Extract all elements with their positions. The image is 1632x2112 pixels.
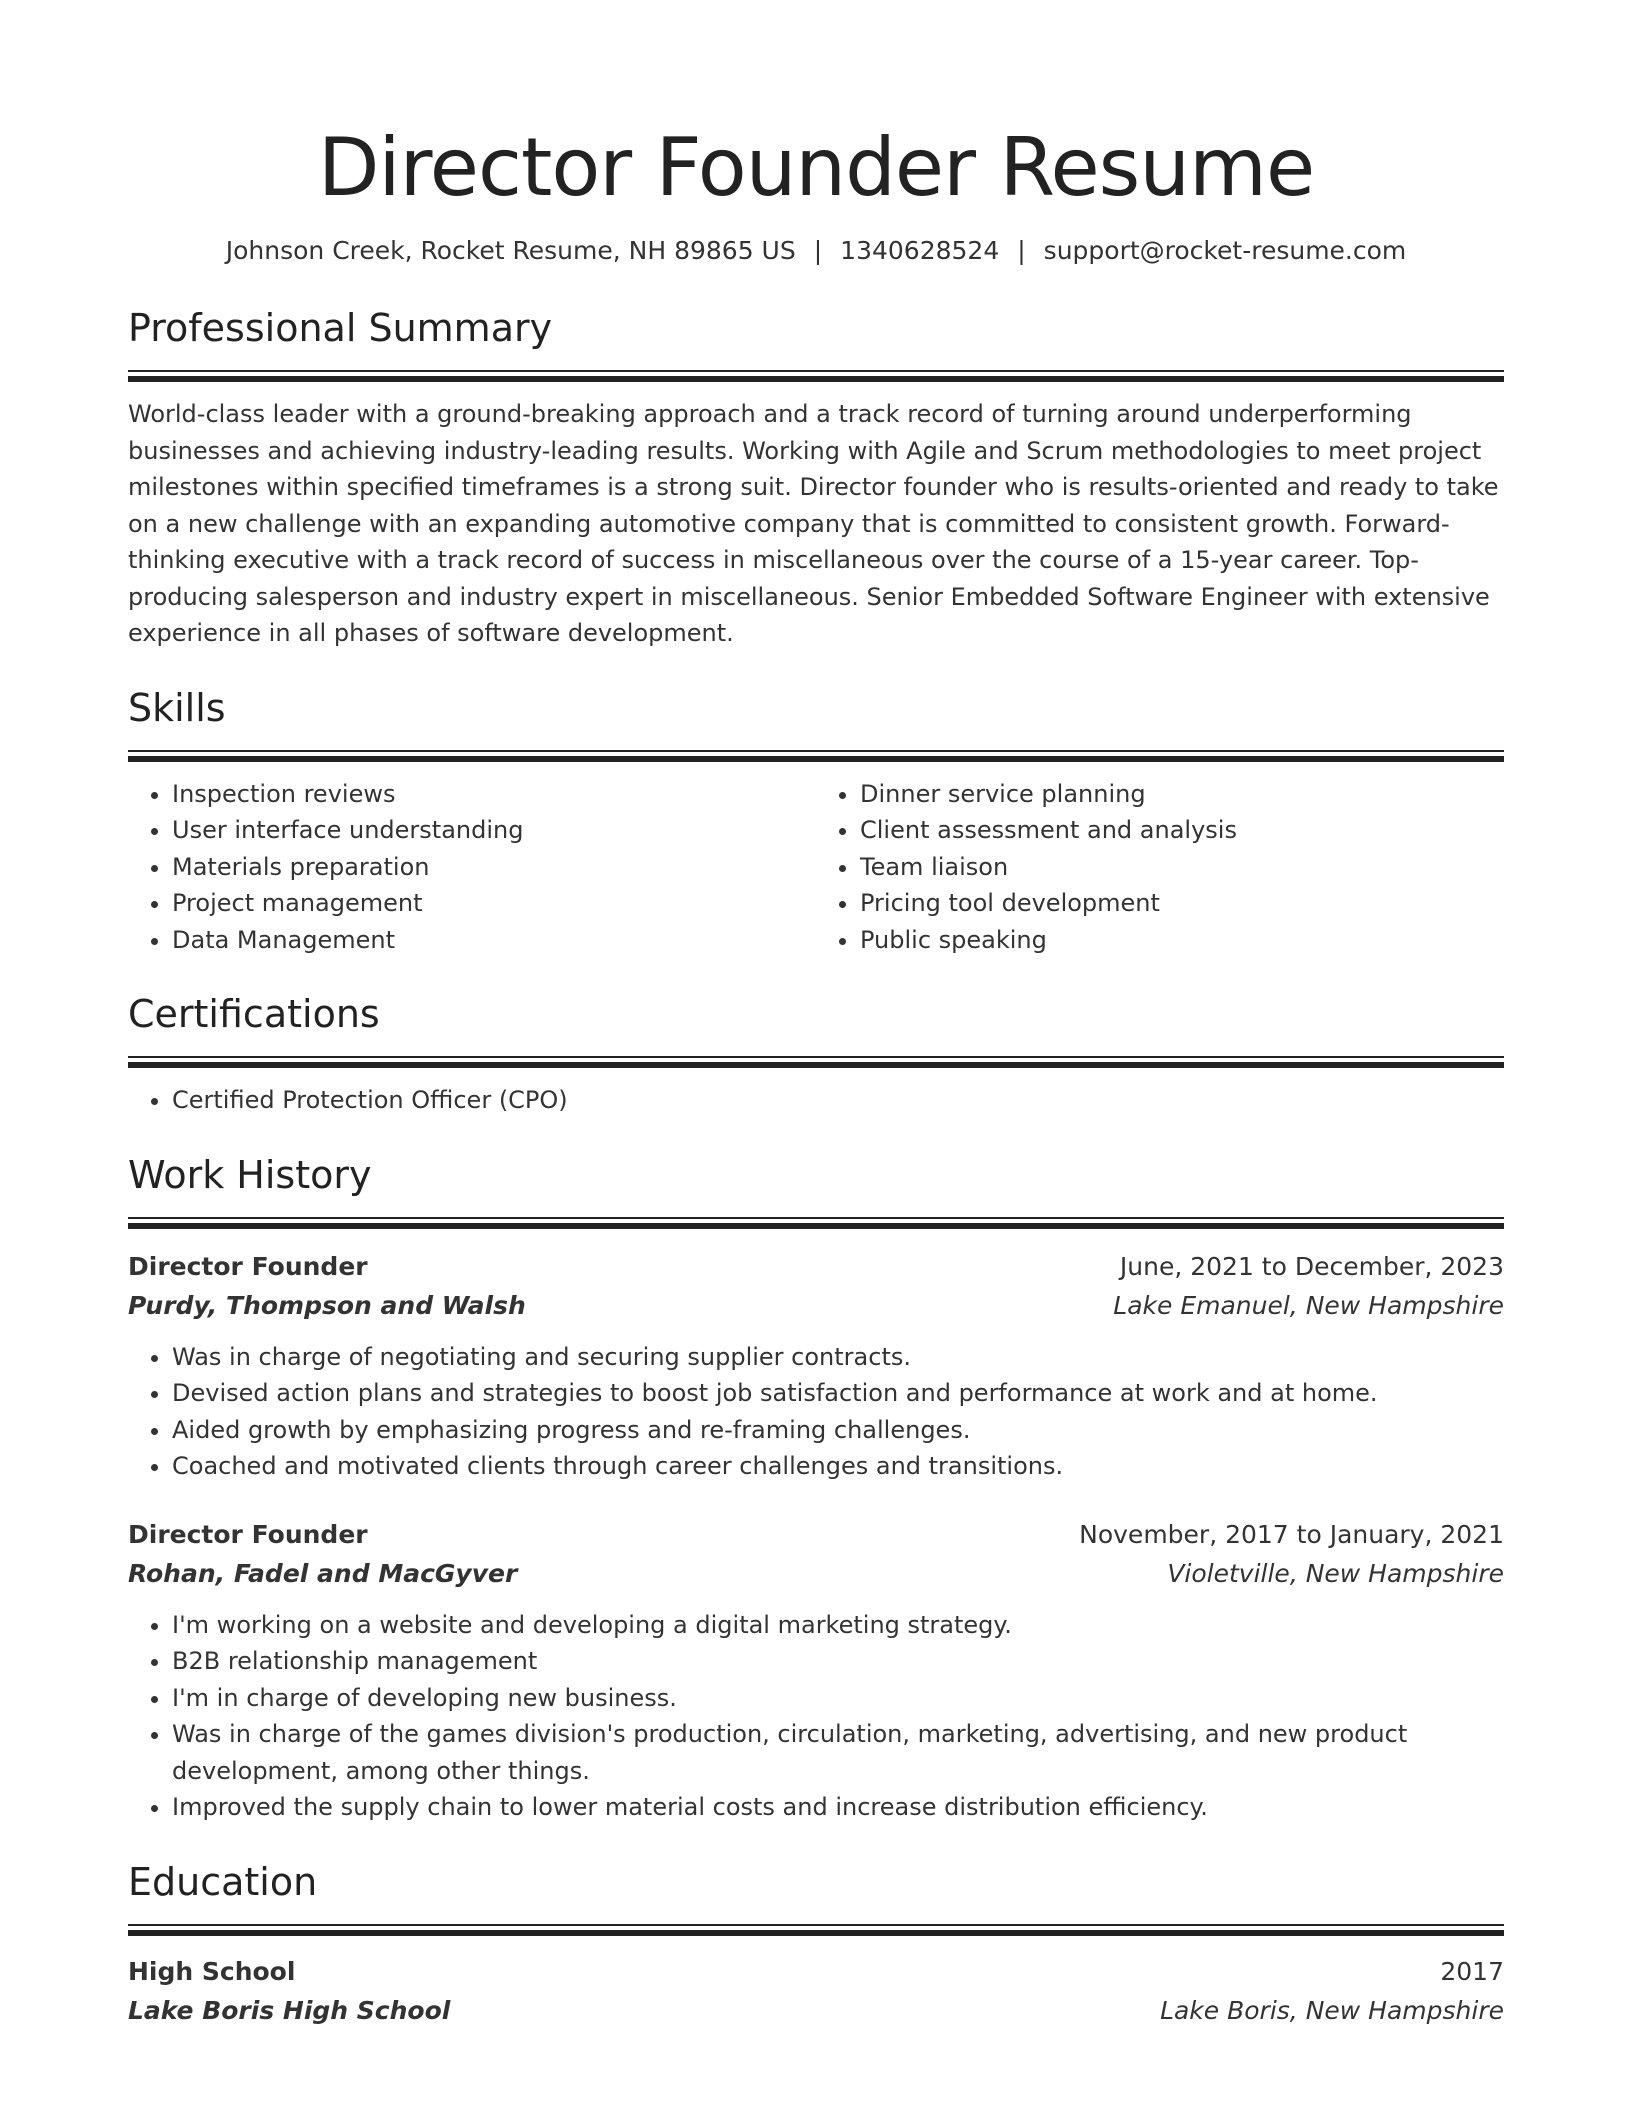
job-location: Violetville, New Hampshire — [1167, 1558, 1504, 1588]
education-school: Lake Boris High School — [128, 1995, 451, 2025]
job-company-row — [128, 1286, 1504, 1325]
job-entry — [128, 1247, 1504, 1485]
education-entry — [128, 1952, 1504, 2030]
contact-address: Johnson Creek, Rocket Resume, NH 89865 US — [225, 236, 796, 265]
work-history-section — [128, 1151, 1504, 1826]
section-divider — [128, 370, 1504, 382]
job-bullet: • Coached and motivated clients through career challenges and transitions. — [172, 1448, 1504, 1485]
education-year: 2017 — [1440, 1956, 1504, 1986]
certifications-list — [128, 1082, 1504, 1119]
summary-section — [128, 304, 1504, 652]
contact-phone: 1340628524 — [840, 236, 1000, 265]
section-divider — [128, 1056, 1504, 1068]
skills-list-right — [816, 776, 1504, 959]
job-location: Lake Emanuel, New Hampshire — [1113, 1290, 1504, 1320]
job-bullet: • Improved the supply chain to lower material costs and increase distribution efficiency. — [172, 1789, 1504, 1826]
section-heading-skills: Skills — [128, 685, 226, 730]
section-divider — [128, 750, 1504, 762]
contact-separator: | — [813, 236, 823, 265]
job-title: Director Founder — [128, 1519, 368, 1549]
job-bullet: • B2B relationship management — [172, 1643, 1504, 1680]
resume-page — [128, 0, 1504, 2030]
education-degree: High School — [128, 1956, 296, 1986]
skill-item: • Pricing tool development — [860, 885, 1504, 922]
summary-text: World-class leader with a ground-breaking approach and a track record of turning around underperforming businesses and achieving industry-leading results. Working with Agile and Scrum methodologies to meet project milestones within specified timeframes is a strong suit. Director founder who is results-oriented and ready to take on a new challenge with an expanding automotive company that is committed to consistent growth. Forward-thinking executive with a track record of success in miscellaneous over the course of a 15-year career. Top-producing salesperson and industry expert in miscellaneous. Senior Embedded Software Engineer with extensive experience in all phases of software development. — [128, 400, 1499, 647]
skill-item: • Client assessment and analysis — [860, 812, 1504, 849]
education-header-row — [128, 1952, 1504, 1991]
job-bullet: • Aided growth by emphasizing progress and re-framing challenges. — [172, 1412, 1504, 1449]
job-dates: June, 2021 to December, 2023 — [1119, 1251, 1504, 1281]
job-header-row — [128, 1247, 1504, 1286]
job-bullets — [128, 1607, 1504, 1826]
resume-title: Director Founder Resume — [317, 121, 1315, 214]
skill-item: • Project management — [172, 885, 816, 922]
certification-item: • Certified Protection Officer (CPO) — [172, 1082, 1504, 1119]
job-bullet: • Was in charge of the games division's production, circulation, marketing, advertising, and new product development, among other things. — [172, 1716, 1504, 1789]
section-heading-certifications: Certifications — [128, 992, 380, 1036]
education-school-row — [128, 1991, 1504, 2030]
skills-section — [128, 684, 1504, 959]
skill-item: • Team liaison — [860, 849, 1504, 886]
contact-separator: | — [1017, 236, 1026, 265]
contact-email: support@rocket-resume.com — [1043, 236, 1407, 265]
job-dates: November, 2017 to January, 2021 — [1079, 1519, 1504, 1549]
education-section — [128, 1858, 1504, 2030]
education-location: Lake Boris, New Hampshire — [1160, 1995, 1504, 2025]
job-company-row — [128, 1554, 1504, 1593]
job-title: Director Founder — [128, 1251, 368, 1281]
skills-columns — [128, 776, 1504, 959]
skill-item: • Dinner service planning — [860, 776, 1504, 813]
job-bullets — [128, 1339, 1504, 1485]
section-heading-work-history: Work History — [128, 1152, 372, 1197]
section-divider — [128, 1217, 1504, 1229]
section-heading-education: Education — [128, 1859, 318, 1904]
certifications-section — [128, 990, 1504, 1119]
skill-item: • Data Management — [172, 922, 816, 959]
section-heading-summary: Professional Summary — [128, 306, 553, 350]
job-company: Purdy, Thompson and Walsh — [128, 1290, 526, 1320]
skill-item: • Materials preparation — [172, 849, 816, 886]
job-bullet: • I'm in charge of developing new business. — [172, 1680, 1504, 1717]
job-company: Rohan, Fadel and MacGyver — [128, 1558, 518, 1588]
skill-item: • Public speaking — [860, 922, 1504, 959]
job-bullet: • Devised action plans and strategies to boost job satisfaction and performance at work and at home. — [172, 1375, 1504, 1412]
job-bullet: • Was in charge of negotiating and securing supplier contracts. — [172, 1339, 1504, 1376]
contact-line — [128, 234, 1504, 268]
job-bullet: • I'm working on a website and developing a digital marketing strategy. — [172, 1607, 1504, 1644]
skill-item: • User interface understanding — [172, 812, 816, 849]
skills-list-left — [128, 776, 816, 959]
job-entry — [128, 1515, 1504, 1826]
job-header-row — [128, 1515, 1504, 1554]
section-divider — [128, 1924, 1504, 1936]
skill-item: • Inspection reviews — [172, 776, 816, 813]
